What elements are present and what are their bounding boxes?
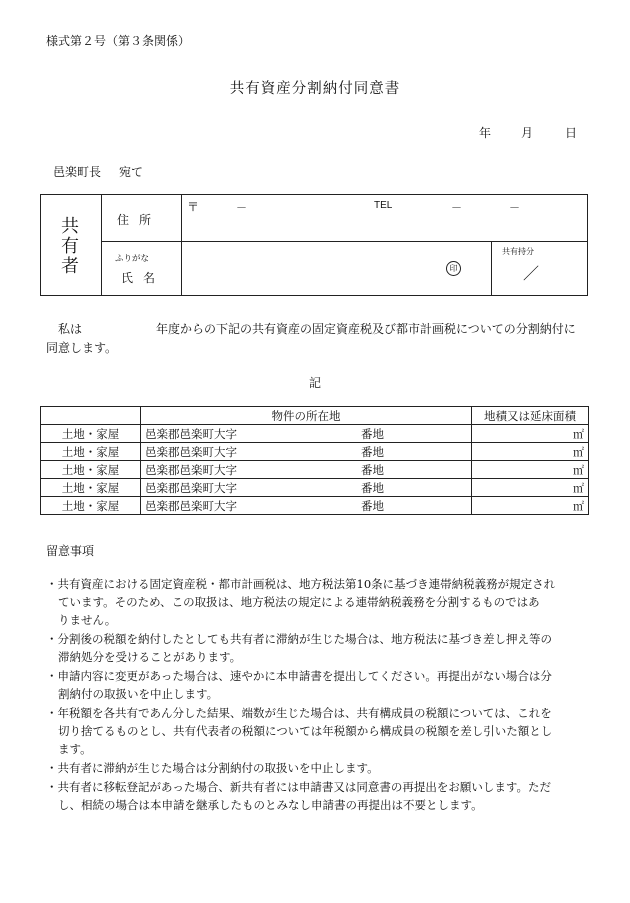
note-item (46, 667, 586, 703)
divider (181, 195, 182, 295)
consent-prefix: 私は (58, 322, 83, 336)
furigana-label: ふりがな (115, 254, 150, 264)
note-line: ・共有資産における固定資産税・都市計画税は、地方税法第10条に基づき連帯納税義務が規定され (46, 577, 556, 591)
property-type: 土地・家屋 (41, 461, 141, 479)
note-line: ・申請内容に変更があった場合は、速やかに本申請書を提出してください。再提出がない場合は分 (46, 669, 552, 683)
square-meter-unit: ㎡ (573, 427, 584, 441)
tel-label: TEL (374, 200, 393, 211)
divider (101, 195, 102, 295)
address-label: 住所 (117, 213, 162, 227)
document-title: 共有資産分割納付同意書 (229, 81, 401, 97)
property-location (141, 443, 472, 461)
table-row (41, 479, 589, 497)
ownership-share-label: 共有持分 (502, 247, 534, 256)
property-area (472, 479, 589, 497)
property-type: 土地・家屋 (41, 479, 141, 497)
note-item (46, 704, 586, 758)
form-number: 様式第２号（第３条関係） (46, 34, 191, 48)
tel-dash: － (451, 201, 462, 214)
co-owner-label: 共 有 者 (61, 216, 79, 277)
property-type: 土地・家屋 (41, 497, 141, 515)
property-location (141, 461, 472, 479)
property-area (472, 497, 589, 515)
table-row (41, 497, 589, 515)
divider (101, 241, 587, 242)
square-meter-unit: ㎡ (573, 445, 584, 459)
location-text: 邑楽郡邑楽町大字 (145, 444, 237, 459)
date-day-label: 日 (565, 126, 578, 140)
note-line: ・共有者に滞納が生じた場合は分割納付の取扱いを中止します。 (46, 761, 379, 775)
property-location (141, 425, 472, 443)
note-line: 割納付の取扱いを中止します。 (58, 687, 219, 701)
location-text: 邑楽郡邑楽町大字 (145, 462, 237, 477)
divider (491, 241, 492, 295)
banchi-label: 番地 (361, 445, 384, 459)
note-item (46, 575, 586, 629)
date-month-label: 月 (521, 126, 534, 140)
property-area (472, 461, 589, 479)
ki-marker: 記 (308, 376, 321, 390)
postal-mark: 〒 (187, 200, 200, 214)
seal-mark: 印 (446, 261, 461, 276)
name-label: 氏名 (121, 271, 166, 285)
tel-dash: － (509, 201, 520, 214)
consent-text-line-2: 同意します。 (46, 341, 118, 355)
table-row (41, 443, 589, 461)
postal-code-dash: － (236, 201, 247, 214)
addressee: 邑楽町長 (53, 165, 102, 179)
note-item (46, 759, 586, 777)
note-line: りません。 (58, 613, 117, 627)
note-line: ています。そのため、この取扱は、地方税法の規定による連帯納税義務を分割するものではあ (58, 595, 540, 609)
note-item (46, 778, 586, 814)
banchi-label: 番地 (361, 427, 384, 441)
property-type: 土地・家屋 (41, 443, 141, 461)
square-meter-unit: ㎡ (573, 499, 584, 513)
banchi-label: 番地 (361, 463, 384, 477)
note-line: 滞納処分を受けることがあります。 (58, 650, 242, 664)
location-text: 邑楽郡邑楽町大字 (145, 426, 237, 441)
table-header-area: 地積又は延床面積 (472, 407, 589, 425)
date-year-label: 年 (479, 126, 492, 140)
table-row (41, 461, 589, 479)
table-header-row (41, 407, 589, 425)
property-type: 土地・家屋 (41, 425, 141, 443)
consent-text-line-1: 年度からの下記の共有資産の固定資産税及び都市計画税についての分割納付に (156, 322, 576, 336)
property-area (472, 425, 589, 443)
square-meter-unit: ㎡ (573, 481, 584, 495)
location-text: 邑楽郡邑楽町大字 (145, 480, 237, 495)
property-table (40, 406, 589, 515)
location-text: 邑楽郡邑楽町大字 (145, 498, 237, 513)
note-line: し、相続の場合は本申請を継承したものとみなし申請書の再提出は不要とします。 (58, 798, 483, 812)
note-line: ・共有者に移転登記があった場合、新共有者には申請書又は同意書の再提出をお願いします。ただ (46, 780, 551, 794)
note-item (46, 630, 586, 666)
table-row (41, 425, 589, 443)
note-line: ます。 (58, 742, 92, 756)
property-location (141, 479, 472, 497)
square-meter-unit: ㎡ (573, 463, 584, 477)
addressee-suffix: 宛て (119, 165, 144, 179)
note-line: ・分割後の税額を納付したとしても共有者に滞納が生じた場合は、地方税法に基づき差し押え等の (46, 632, 552, 646)
table-header-type (41, 407, 141, 425)
ownership-share-slash: ／ (523, 264, 540, 283)
banchi-label: 番地 (361, 499, 384, 513)
co-owner-box (40, 194, 588, 296)
table-header-location: 物件の所在地 (141, 407, 472, 425)
property-area (472, 443, 589, 461)
note-line: ・年税額を各共有であん分した結果、端数が生じた場合は、共有構成員の税額については、これを (46, 706, 552, 720)
property-location (141, 497, 472, 515)
banchi-label: 番地 (361, 481, 384, 495)
note-line: 切り捨てるものとし、共有代表者の税額については年税額から構成員の税額を差し引いた額とし (58, 724, 553, 738)
notes-heading: 留意事項 (46, 544, 95, 558)
